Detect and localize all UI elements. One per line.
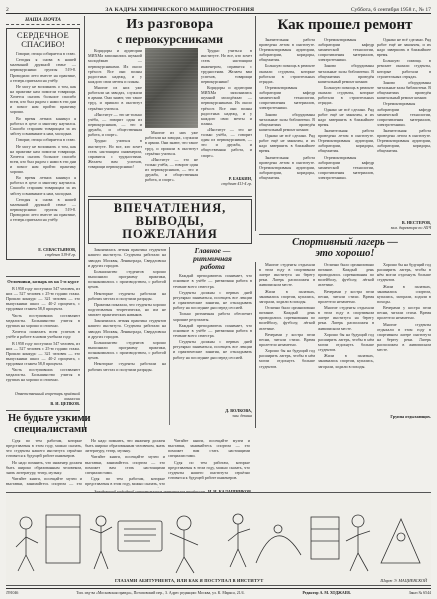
rhythm-body — [173, 273, 252, 408]
rhythm-signature-role: зам. декана — [232, 413, 252, 419]
impressions-title-3: ПОЖЕЛАНИЯ — [122, 227, 218, 242]
column-rule — [255, 16, 256, 231]
repair-paragraph: Значительная работа проведена летом в институте. Отремонтированы аудитории, лаборатории, коридоры, общежития. — [318, 128, 374, 154]
camp-column-3 — [377, 262, 431, 414]
letter-signature-name: Е. СЕВАСТЬЯНОВ, — [38, 247, 76, 252]
talk-title-1: Из разговора — [126, 17, 214, 32]
impressions-paragraph: Закончилась летняя практика студентов нашего института. Студенты работали на заводах Москвы, Ленинграда, Свердловска и других городов. — [88, 318, 166, 339]
repair-paragraph: Заново оборудованы читальные залы библиотеки. В общежитиях проведён капитальный ремонт комнат. — [259, 111, 315, 132]
repair-paragraph: Значительная работа проведена летом в институте. Отремонтированы аудитории, лаборатории, коридоры, общежития. — [377, 128, 431, 154]
letter-paragraph: Во время летних каникул я работал в цехе и многому научился. Спасибо старшим товарищам за их заботу и внимание к нам, молодым. — [10, 175, 76, 196]
specialists-paragraph: Но надо помнить, что инженер должен быть широко образованным человеком, знать литературу, театр, музыку. — [85, 438, 165, 454]
repair-paragraph: Большую помощь в ремонте оказали студенты, которые работали в строительных отрядах. — [259, 63, 315, 84]
camp-column-2 — [318, 262, 374, 422]
footer-code: Л91046 — [6, 591, 19, 595]
specialists-section — [6, 413, 252, 494]
repair-paragraph: Однако не всё сделано. Ряд работ ещё не закончен, и их надо завершить в ближайшее время. — [318, 106, 374, 127]
camp-paragraph: Хорошо бы на будущий год расширить лагерь, чтобы в нём могли отдохнуть больше студентов. — [259, 348, 315, 369]
repair-paragraph: Заново оборудованы читальные залы библиотеки. В общежитиях проведён капитальный ремонт комнат. — [377, 79, 431, 101]
letter-title-2: СПАСИБО! — [21, 39, 65, 49]
camp-paragraph: Хорошо бы на будущий год расширить лагерь, чтобы в нём могли отдохнуть больше студентов. — [377, 262, 431, 283]
talk-paragraph: «Институт — это не только учёба, — говорит один из первокурсников, — это и дружба, и общественная работа, и спорт». — [201, 127, 252, 158]
camp-paragraph: Вечерами у костра пели песни, читали стихи. Время пролетело незаметно. — [377, 305, 431, 321]
footer-order: Заказ № 6544 — [408, 591, 431, 595]
specialists-paragraph: Судя по тем работам, которые представлены в этом году, можно сказать, что — [85, 476, 165, 487]
specialists-paragraph: Читайте книги, посещайте музеи и выставки, занимайтесь спортом — это поможет вам стать настоящими специалистами. — [168, 438, 250, 459]
letter-signature-role: студент 519-8 гр. — [45, 252, 76, 257]
impressions-paragraph: Некоторые студенты работали на рабочих местах и получили разряды. — [88, 361, 166, 372]
letter-paragraph: Говорят, птица собирается в стаю. — [16, 51, 76, 56]
admission-paragraph: В 1958 году поступило 547 человек, из них — 527 человек с 25-ю годами стажа. Прошли конкурс — 321 человек — это выпускники школ — 40-2 процента, с трудовым стажем 58,8 процента. — [6, 340, 80, 366]
talk-paragraph: Коридоры и аудитории МИХМа заполнились шумной молодёжью — первокурсниками. Их около трёхсот. Все они полны радостных надежд, и у каждого свои мечты и планы. — [201, 85, 252, 126]
impressions-title-1: ВПЕЧАТЛЕНИЯ, — [113, 201, 227, 215]
specialists-column-3 — [168, 438, 250, 488]
rhythm-title-1: Главное — — [194, 246, 231, 256]
camp-title-2: это хорошо! — [315, 248, 375, 259]
rhythm-signature-name: Д. ВОЛКОВА, — [225, 408, 252, 414]
admission-paragraph: В 1958 году поступило 547 человек, из них — 527 человек с 25-ю годами стажа. Прошли конкурс — 321 человек — это выпускники школ — 40-2 процента, с трудовым стажем 58,8 процента. — [6, 286, 80, 312]
footer-printer: Тип. изд-ва «Московская правда», Потаповский пер., 3. Адрес редакции: Москва, ул. К. Маркса, 21/4. — [76, 591, 245, 595]
camp-signature: Группа отдыхающих. — [390, 414, 431, 419]
camp-paragraph: Вечерами у костра пели песни, читали стихи. Время пролетело незаметно. — [259, 331, 315, 347]
repair-paragraph: Отремонтированы лаборатории кафедр химической технологии, сопротивления материалов, электротехники. — [377, 101, 431, 127]
mailbox-letter — [6, 28, 80, 260]
talk-column-1 — [88, 48, 142, 188]
rhythm-sidebar — [169, 247, 252, 425]
mailbox-section — [6, 17, 80, 260]
repair-paragraph: Заново оборудованы читальные залы библиотеки. В общежитиях проведён капитальный ремонт комнат. — [318, 63, 374, 84]
letter-title-1: СЕРДЕЧНОЕ — [16, 30, 70, 40]
section-rule — [259, 234, 431, 235]
admission-paragraph: Хочется пожелать всем успехов в учёбе и работе в новом учебном году. — [6, 329, 80, 340]
repair-column-3 — [377, 37, 431, 220]
specialists-paragraph: Читайте книги, посещайте музеи и выставки, занимайтесь спортом — это поможет вам стать настоящими специалистами. — [85, 454, 165, 475]
column-rule — [84, 16, 85, 428]
repair-title: Как прошел ремонт — [277, 17, 413, 33]
footer-editor: Редактор А. М. ХОДЖАЕВ. — [302, 591, 351, 595]
cartoon-illustration — [6, 493, 431, 587]
rhythm-title-2: ритмичная — [193, 254, 232, 264]
repair-paragraph: Значительная работа проведена летом в институте. Отремонтированы аудитории, лаборатории, коридоры, общежития. — [259, 36, 315, 63]
repair-paragraph: Большую помощь в ремонте оказали студенты, которые работали в строительных отрядах. — [318, 84, 374, 106]
camp-paragraph: Жили в палатках, занимались спортом, купались, загорали, ходили в походы. — [318, 353, 374, 369]
specialists-paragraph: Судя по тем работам, которые представлены в этом году, можно сказать, что студенты нашего института серьёзно готовятся к будущей работе инженеров. — [168, 459, 250, 480]
letter-paragraph: Не могу не вспомнить о том, как на практике нам помогли товарищи. Хочется сказать большое спасибо всем, кто был рядом с нами в эти дни и помог нам пройти практику хорошо. — [10, 83, 76, 115]
camp-paragraph: Отлично было организовано питание. Каждый день проводились соревнования по волейболу, футболу, лёгкой атлетике. — [318, 262, 374, 288]
specialists-title-1: Не будьте узкими — [8, 413, 91, 424]
impressions-paragraph: Большинство студентов хорошо выполнили программу практики, познакомились с производством, с работой цехов. — [88, 268, 166, 290]
talk-paragraph: Многие из них уже работали на заводах, служили в армии. Они знают, что такое труд, и пришли в институт серьёзно учиться. — [88, 85, 142, 111]
repair-signature-name: В. НЕСТЕРОВ, — [401, 219, 431, 225]
repair-paragraph: Отремонтированы лаборатории кафедр химической технологии, сопротивления материалов, электротехники. — [259, 84, 315, 111]
camp-paragraph: Многие студенты отдыхали в этом году в спортивном лагере института на берегу реки. Лагерь расположен в живописном месте. — [259, 262, 315, 288]
column-rule — [255, 262, 256, 428]
repair-paragraph: Отремонтированы лаборатории кафедр химической технологии, сопротивления материалов, электротехники. — [318, 154, 374, 181]
rhythm-paragraph: Студенты должны с первых дней регулярно заниматься, посещать все лекции и практические занятия, не откладывать работу на последние дни перед сессией. — [173, 339, 252, 360]
specialists-paragraph: Судя по тем работам, которые представлены в этом году, можно сказать, что студенты нашего института серьёзно готовятся к будущей работе инженеров. — [6, 438, 82, 459]
repair-signature-role: зам. директора по АХЧ — [390, 224, 431, 230]
impressions-paragraph: Некоторые студенты работали на рабочих местах и получили разряды. — [88, 290, 166, 301]
rhythm-paragraph: Студенты должны с первых дней регулярно заниматься, посещать все лекции и практические занятия, не откладывать работу на последние дни перед сессией. — [173, 289, 252, 311]
repair-paragraph: Отремонтированы лаборатории кафедр химической технологии, сопротивления материалов, электротехники. — [318, 36, 374, 63]
admission-heading: Отличники, козырь их на 1-м курсе — [7, 279, 79, 284]
freshmen-photo — [145, 48, 198, 128]
talk-paragraph: Трудно учиться в институте. Но все, кто хочет стать настоящим инженером, справятся с трудностями. Желаем вам успехов, товарищи первокурсники! — [201, 48, 252, 84]
cartoon-caption: ГЛАЗАМИ АБИТУРИЕНТА, ИЛИ КАК Я ПОСТУПАЛ В ИНСТИТУТ — [115, 578, 264, 583]
letter-paragraph: Сегодня я снова в нашей маленькой дружной семье — первокурсники группы 519-8. Проводили лето вместе на практике, а теперь приехали на учёбу. — [10, 196, 76, 223]
repair-column-2 — [318, 37, 374, 232]
admission-section — [6, 279, 80, 406]
impressions-title-2: ВЫВОДЫ, — [135, 214, 205, 229]
admission-paragraph: Часть поступивших составляют медалисты. Большинство учится в группах на хорошо и отлично. — [6, 312, 80, 328]
imprint-footer — [6, 588, 431, 597]
section-rule — [88, 196, 252, 197]
talk-signature-name: Р. БАБКИН, — [228, 176, 252, 182]
repair-paragraph: Значительная работа проведена летом в институте. Отремонтированы аудитории, лаборатории, коридоры, общежития. — [259, 154, 315, 181]
talk-column-3 — [201, 48, 252, 176]
masthead — [6, 3, 431, 14]
admission-signature-role: Ответственный секретарь приёмной комиссии — [14, 391, 80, 401]
camp-column-1 — [259, 262, 315, 422]
camp-paragraph: Многие студенты отдыхали в этом году в спортивном лагере института на берегу реки. Лагерь расположен в живописном месте. — [318, 305, 374, 331]
impressions-body — [88, 247, 166, 425]
specialists-paragraph: Но надо помнить, что инженер должен быть широко образованным человеком, знать литературу, театр, музыку. — [6, 459, 82, 475]
impressions-paragraph: Закончилась летняя практика студентов нашего института. Студенты работали на заводах Москвы, Ленинграда, Свердловска и других городов. — [88, 247, 166, 268]
camp-paragraph: Отлично было организовано питание. Каждый день проводились соревнования по волейболу, футболу, лёгкой атлетике. — [259, 305, 315, 331]
specialists-column-1 — [6, 438, 82, 488]
letter-body — [10, 51, 76, 247]
talk-paragraph: Коридоры и аудитории МИХМа заполнились шумной молодёжью — первокурсниками. Их около трёхсот. Все они полны радостных надежд, и у каждого свои мечты и планы. — [88, 48, 142, 84]
impressions-section — [88, 199, 252, 425]
repair-paragraph: Однако не всё сделано. Ряд работ ещё не закончен, и их надо завершить в ближайшее время. — [377, 36, 431, 58]
rhythm-title-3: работа — [200, 262, 225, 272]
camp-title-1: Спортивный лагерь — — [292, 237, 398, 248]
admission-body — [6, 286, 80, 391]
cartoon-strip — [6, 492, 431, 586]
talk-photo-column — [145, 48, 198, 188]
rhythm-paragraph: Каждый преподаватель понимает, что основное в учёбе — ритмичная работа в течение всего семестра. — [173, 322, 252, 338]
talk-signature-role: студент 411-4 гр. — [221, 181, 252, 187]
repair-paragraph: Большую помощь в ремонте оказали студенты, которые работали в строительных отрядах. — [377, 58, 431, 79]
camp-paragraph: Жили в палатках, занимались спортом, купались, загорали, ходили в походы. — [377, 283, 431, 304]
camp-paragraph: Вечерами у костра пели песни, читали стихи. Время пролетело незаметно. — [318, 288, 374, 304]
specialists-title-2: специалистами — [14, 424, 88, 435]
talk-paragraph: Многие из них уже работали на заводах, служили в армии. Они знают, что такое труд, и пришли в институт серьёзно учиться. — [145, 130, 198, 156]
talk-title-2: с первокурсниками — [116, 31, 224, 46]
specialists-paragraph: Читайте книги, посещайте музеи и выставки, занимайтесь спортом — это — [6, 476, 82, 487]
camp-section — [259, 237, 431, 422]
letter-paragraph: Не могу не вспомнить о том, как на практике нам помогли товарищи. Хочется сказать большое спасибо всем, кто был рядом с нами в эти дни и помог нам пройти практику хорошо. — [10, 143, 76, 174]
section-rule — [6, 410, 80, 411]
camp-paragraph: Хорошо бы на будущий год расширить лагерь, чтобы в нём могли отдохнуть больше студентов. — [318, 331, 374, 353]
paper-title: ЗА КАДРЫ ХИМИЧЕСКОГО МАШИНОСТРОЕНИЯ — [105, 7, 255, 13]
letter-paragraph: Сегодня я снова в нашей маленькой дружной семье — первокурсники группы 519-8. Проводили лето вместе на практике, а теперь приехали на учёбу. — [10, 57, 76, 83]
letter-paragraph: Во время летних каникул я работал в цехе и многому научился. Спасибо старшим товарищам за их заботу и внимание к нам, молодым. — [10, 115, 76, 136]
specialists-column-2 — [85, 438, 165, 488]
page-number: 2 — [6, 7, 9, 13]
talk-section — [88, 18, 252, 188]
repair-section — [259, 18, 431, 232]
cartoon-author: Шарж Э. МАЦИЕВСКОЙ — [380, 578, 427, 583]
rhythm-paragraph: Только ритмичная работа обеспечит хорошие результаты. — [173, 311, 252, 322]
letter-paragraph: Говорят, птица собирается в стаю. — [16, 137, 76, 143]
talk-paragraph: «Институт — это не только учёба, — говорит один из первокурсников, — это и дружба, и общественная работа, и спорт». — [145, 156, 198, 183]
impressions-paragraph: Большинство студентов хорошо выполнили программу практики, познакомились с производством, с работой цехов. — [88, 339, 166, 361]
impressions-paragraph: Практика показала, что студенты хорошо подготовлены теоретически, но им не хватает практических навыков. — [88, 301, 166, 318]
talk-paragraph: Трудно учиться в институте. Но все, кто хочет стать настоящим инженером, справятся с трудностями. Желаем вам успехов, товарищи первокурсники! — [88, 138, 142, 169]
talk-column-2 — [145, 130, 198, 188]
repair-column-1 — [259, 37, 315, 232]
camp-paragraph: Жили в палатках, занимались спортом, купались, загорали, ходили в походы. — [259, 288, 315, 304]
mailbox-heading: НАША ПОЧТА — [6, 17, 80, 25]
camp-paragraph: Многие студенты отдыхали в этом году в спортивном лагере института на берегу реки. Лагерь расположен в живописном месте. — [377, 321, 431, 353]
admission-signature-name: В. И. ЦЕПКОВ. — [50, 401, 80, 406]
issue-date: Суббота, 6 сентября 1958 г., № 17 — [350, 7, 431, 13]
talk-paragraph: «Институт — это не только учёба, — говорит один из первокурсников, — это и дружба, и общественная работа, и спорт». — [88, 111, 142, 138]
section-rule — [6, 276, 80, 277]
admission-paragraph: Часть поступивших составляют медалисты. Большинство учится в группах на хорошо и отлично. — [6, 367, 80, 383]
repair-paragraph: Однако не всё сделано. Ряд работ ещё не закончен, и их надо завершить в ближайшее время. — [259, 133, 315, 154]
rhythm-paragraph: Каждый преподаватель понимает, что основное в учёбе — ритмичная работа в течение всего семестра. — [173, 273, 252, 289]
